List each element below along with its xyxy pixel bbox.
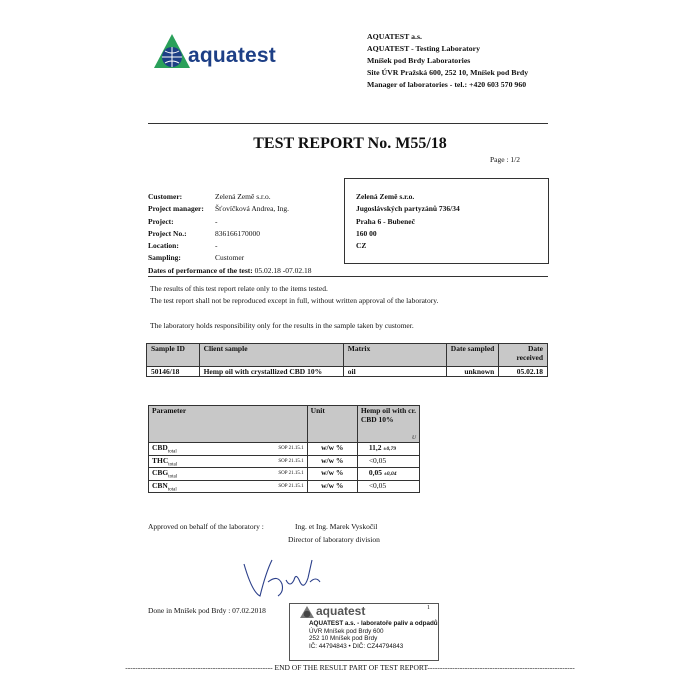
dates-row: Dates of performance of the test: 05.02.18 -07.02.18 (148, 265, 312, 275)
info-row: Customer: Zelená Země s.r.o. (148, 192, 271, 201)
company-line: Manager of laboratories - tel.: +420 603 570 960 (367, 80, 527, 89)
results-table (148, 405, 420, 493)
table-row: $CBD_{total}$ SOP 21.15.1 w/w % 11,2 ±0,79 (149, 443, 420, 456)
table-header: Sample ID Client sample Matrix Date sampled Date received (147, 344, 548, 367)
header-divider (148, 123, 548, 124)
company-line: AQUATEST - Testing Laboratory (367, 44, 481, 53)
table-row: $THC_{total}$ SOP 21.15.1 w/w % <0,05 (149, 455, 420, 468)
info-row: Project: - (148, 216, 218, 226)
signature-icon (238, 552, 338, 607)
sample-table (146, 343, 548, 377)
table-header: Parameter Unit Hemp oil with cr. CBD 10% U (149, 406, 420, 443)
end-of-results-footer: ----------------------------------------------------------- END OF THE RESULT PART OF TEST REPORT----------------------------------------------------------- (125, 663, 575, 672)
logo-text: aquatest (188, 44, 276, 67)
info-row: Location: - (148, 241, 218, 251)
table-row: $CBG_{total}$ SOP 21.15.1 w/w % 0,05 ±0,04 (149, 468, 420, 481)
report-title: TEST REPORT No. M55/18 (253, 135, 447, 152)
table-row: 50146/18 Hemp oil with crystallized CBD 10% oil unknown 05.02.18 (147, 367, 548, 377)
company-info (367, 31, 528, 91)
stamp-number: 1 (427, 605, 430, 611)
note-text: The results of this test report relate only to the items tested. (150, 284, 328, 293)
info-row: Project manager: Šťovíčková Andrea, Ing. (148, 204, 290, 214)
note-text: The laboratory holds responsibility only for the results in the sample taken by customer. (150, 321, 414, 330)
stamp-logo-text: aquatest (316, 604, 366, 618)
stamp-logo-icon (300, 606, 314, 618)
customer-info (148, 191, 312, 277)
company-line: AQUATEST a.s. (367, 32, 422, 41)
approver-role: Director of laboratory division (288, 535, 380, 544)
info-row: Project No.: 836166170000 (148, 228, 260, 238)
company-line: Site ÚVR Pražská 600, 252 10, Mníšek pod Brdy (367, 68, 529, 77)
globe-triangle-icon (152, 32, 192, 72)
page-number: Page : 1/2 (490, 155, 520, 164)
approver-name: Ing. et Ing. Marek Vyskočil (295, 522, 378, 531)
approval-label: Approved on behalf of the laboratory : (148, 522, 264, 531)
company-line: Mníšek pod Brdy Laboratories (367, 56, 471, 65)
done-place-date: Done in Mníšek pod Brdy : 07.02.2018 (148, 606, 266, 615)
note-text: The test report shall not be reproduced except in full, without written approval of the laboratory. (150, 296, 439, 305)
stamp-text: AQUATEST a.s. - laboratoře paliv a odpadů ÚVR Mníšek pod Brdy 600 252 10 Mníšek pod Brdy IČ: 44794843 • DIČ: CZ44794843 (309, 620, 438, 650)
info-divider (148, 276, 548, 277)
table-row: $CBN_{total}$ SOP 21.15.1 w/w % <0,05 (149, 480, 420, 493)
customer-address: Zelená Země s.r.o. Jugoslávských partyzánů 736/34 Praha 6 - Bubeneč 160 00 CZ (356, 192, 460, 251)
info-row: Sampling: Customer (148, 253, 245, 263)
